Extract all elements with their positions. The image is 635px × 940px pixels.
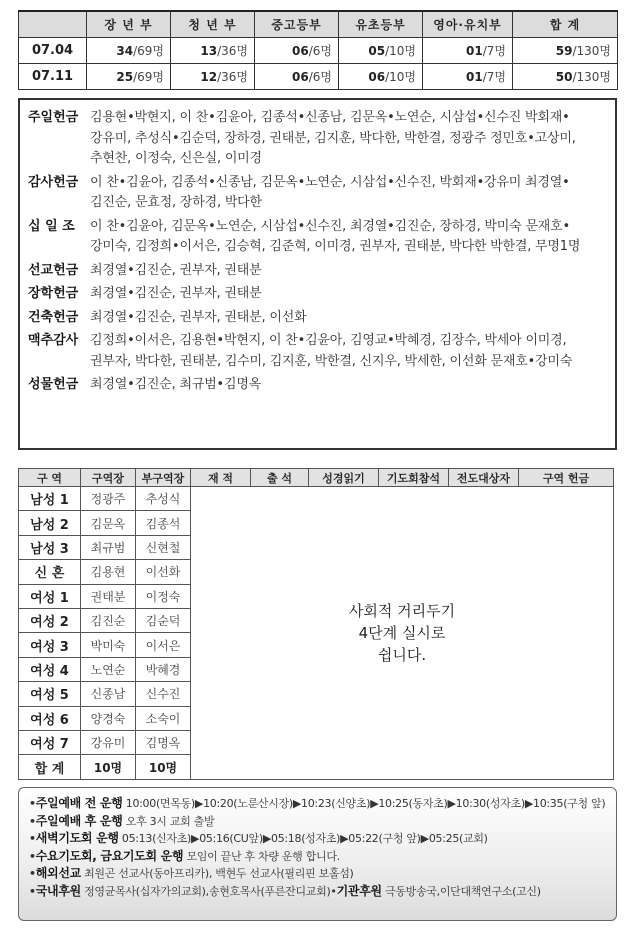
notice-key: 새벽기도회 운행 bbox=[35, 831, 119, 845]
offering-row bbox=[28, 284, 607, 305]
attendance-cell bbox=[171, 63, 255, 89]
attendance-roster: /36명 bbox=[217, 69, 248, 84]
attendance-count: 34 bbox=[116, 43, 134, 58]
notice-key: 해외선교 bbox=[35, 866, 81, 880]
district-zone: 남성 3 bbox=[19, 535, 81, 559]
attendance-roster: /130명 bbox=[572, 43, 611, 58]
notice-key: 수요기도회, 금요기도회 운행 bbox=[35, 848, 184, 863]
notice-text: 최원곤 선교사(동아프리카), 백현두 선교사(필리핀 보홀섬) bbox=[80, 867, 354, 880]
attendance-count: 06 bbox=[368, 69, 386, 84]
district-zone: 여성 5 bbox=[19, 682, 81, 706]
offerings-box bbox=[18, 98, 617, 450]
offering-row bbox=[28, 375, 607, 396]
attendance-count: 13 bbox=[200, 43, 218, 58]
attendance-cell bbox=[339, 37, 423, 63]
attendance-roster: /7명 bbox=[482, 43, 506, 58]
district-subleader: 김순덕 bbox=[136, 609, 191, 633]
attendance-cell bbox=[255, 63, 339, 89]
notice-line: •주일예배 후 운행 오후 3시 교회 출발 bbox=[29, 813, 215, 828]
district-header-row bbox=[19, 469, 614, 487]
district-leader: 신종남 bbox=[81, 682, 136, 706]
district-header-leader: 구역장 bbox=[81, 469, 136, 487]
attendance-cell bbox=[87, 63, 171, 89]
offering-names: 김정희•이서은, 김용현•박현지, 이 찬•김윤아, 김영교•박혜경, 김장수, 박세아 이미경, 권부자, 박다한, 권태분, 김수미, 김지훈, 박한결, 신지우, 박세한, 이선화 문재호•강미숙 bbox=[90, 333, 573, 369]
attendance-cell bbox=[87, 37, 171, 63]
district-zone: 여성 2 bbox=[19, 609, 81, 633]
attendance-table bbox=[18, 10, 618, 90]
district-header-zone: 구 역 bbox=[19, 469, 81, 487]
attendance-header-total: 합 계 bbox=[513, 11, 618, 37]
district-leader: 권태분 bbox=[81, 584, 136, 608]
offering-row bbox=[28, 108, 607, 170]
attendance-cell bbox=[513, 63, 618, 89]
notice-line: •주일예배 전 운행 10:00(면목동)▶10:20(노룬산시장)▶10:23(신양초)▶10:25(동자초)▶10:30(성자초)▶10:35(구청 앞) bbox=[29, 796, 606, 810]
district-leader: 김진순 bbox=[81, 609, 136, 633]
district-total-label: 합 계 bbox=[19, 755, 81, 780]
offering-names: 이 찬•김윤아, 김종석•신종남, 김문옥•노연순, 시삼섭•신수진, 박회재•강유미 최경열•김진순, 문효정, 장하경, 박다한 bbox=[90, 174, 570, 210]
district-subleader: 신현철 bbox=[136, 535, 191, 559]
offering-label: 주일헌금 bbox=[28, 110, 79, 125]
district-table bbox=[18, 468, 614, 780]
district-subleader: 추성식 bbox=[136, 487, 191, 511]
notice-text: 10:00(면목동)▶10:20(노룬산시장)▶10:23(신양초)▶10:25(동자초)▶10:30(성자초)▶10:35(구청 앞) bbox=[122, 797, 606, 810]
offering-row bbox=[28, 308, 607, 329]
district-leader: 김문옥 bbox=[81, 511, 136, 535]
district-leader: 노연순 bbox=[81, 657, 136, 681]
offering-names: 최경열•김진순, 권부자, 권태분 bbox=[90, 262, 262, 278]
district-total-subleaders: 10명 bbox=[136, 755, 191, 780]
notice-key: 주일예배 후 운행 bbox=[35, 813, 123, 828]
district-header-prayer: 기도회참석 bbox=[379, 469, 449, 487]
district-subleader: 이선화 bbox=[136, 560, 191, 584]
district-subleader: 신수진 bbox=[136, 682, 191, 706]
suspension-message-line: 쉽니다. bbox=[377, 646, 427, 664]
attendance-header-children: 유초등부 bbox=[339, 11, 423, 37]
attendance-header-teens: 중고등부 bbox=[255, 11, 339, 37]
attendance-cell bbox=[339, 63, 423, 89]
attendance-cell bbox=[513, 37, 618, 63]
district-row bbox=[19, 487, 614, 511]
district-leader: 김용현 bbox=[81, 560, 136, 584]
district-leader: 양경숙 bbox=[81, 706, 136, 730]
district-subleader: 이정숙 bbox=[136, 584, 191, 608]
suspension-message-line: 4단계 실시로 bbox=[358, 624, 446, 642]
district-subleader: 이서은 bbox=[136, 633, 191, 657]
attendance-roster: /6명 bbox=[308, 69, 332, 84]
district-header-evangelism: 전도대상자 bbox=[449, 469, 519, 487]
notice-line: •수요기도회, 금요기도회 운행 모임이 끝난 후 차량 운행 합니다. bbox=[29, 848, 340, 863]
notice-text: 오후 3시 교회 출발 bbox=[122, 814, 215, 828]
notice-line: •국내후원 정영균목사(십자가의교회),송현호목사(푸른잔디교회)•기관후원 극동방송국,이단대책연구소(고신) bbox=[29, 883, 541, 898]
attendance-header-blank bbox=[19, 11, 87, 37]
attendance-date: 07.04 bbox=[19, 37, 87, 63]
offering-label: 맥추감사 bbox=[28, 333, 79, 348]
offering-label: 성물헌금 bbox=[28, 377, 79, 392]
notice-line: •새벽기도회 운행 05:13(신자초)▶05:16(CU앞)▶05:18(성자초)▶05:22(구청 앞)▶05:25(교회) bbox=[29, 831, 488, 845]
attendance-count: 12 bbox=[200, 69, 218, 84]
attendance-header-row bbox=[19, 11, 618, 37]
district-zone: 여성 6 bbox=[19, 706, 81, 730]
notice-text: 05:13(신자초)▶05:16(CU앞)▶05:18(성자초)▶05:22(구청 앞)▶05:25(교회) bbox=[118, 832, 488, 845]
attendance-row bbox=[19, 37, 618, 63]
offering-label: 십 일 조 bbox=[28, 218, 75, 234]
district-zone: 여성 4 bbox=[19, 657, 81, 681]
suspension-message-line: 사회적 거리두기 bbox=[348, 602, 456, 620]
offering-label: 선교헌금 bbox=[28, 262, 79, 278]
attendance-cell bbox=[423, 37, 513, 63]
offering-names: 이 찬•김윤아, 김문옥•노연순, 시삼섭•신수진, 최경열•김진순, 장하경, 박미숙 문재호•강미숙, 김정희•이서은, 김승혁, 김준혁, 이미경, 권부자, 권태분, 박다한 박한결, 무명1명 bbox=[90, 218, 581, 254]
district-leader: 강유미 bbox=[81, 731, 136, 755]
attendance-roster: /10명 bbox=[385, 43, 416, 58]
attendance-header-youth: 청 년 부 bbox=[171, 11, 255, 37]
notice-key: 주일예배 전 운행 bbox=[35, 796, 123, 810]
district-leader: 최규범 bbox=[81, 535, 136, 559]
notices-box bbox=[18, 787, 617, 921]
district-subleader: 박혜경 bbox=[136, 657, 191, 681]
district-zone: 남성 1 bbox=[19, 487, 81, 511]
notice-line: •해외선교 최원곤 선교사(동아프리카), 백현두 선교사(필리핀 보홀섬) bbox=[29, 866, 354, 880]
attendance-roster: /36명 bbox=[217, 43, 248, 58]
attendance-count: 05 bbox=[368, 43, 386, 58]
attendance-count: 01 bbox=[466, 43, 483, 58]
attendance-date: 07.11 bbox=[19, 63, 87, 89]
offering-names: 최경열•김진순, 최규범•김명옥 bbox=[90, 377, 262, 392]
notice-text: 정영균목사(십자가의교회),송현호목사(푸른잔디교회)• bbox=[80, 884, 337, 898]
attendance-cell bbox=[171, 37, 255, 63]
district-subleader: 소숙이 bbox=[136, 706, 191, 730]
attendance-roster: /69명 bbox=[133, 43, 164, 58]
offering-label: 감사헌금 bbox=[28, 174, 79, 190]
notice-text: 극동방송국,이단대책연구소(고신) bbox=[381, 884, 541, 898]
district-zone: 남성 2 bbox=[19, 511, 81, 535]
offering-row bbox=[28, 173, 607, 214]
district-header-attendance: 출 석 bbox=[251, 469, 309, 487]
offering-row bbox=[28, 331, 607, 372]
notice-key: 국내후원 bbox=[35, 883, 81, 898]
attendance-roster: /69명 bbox=[133, 69, 164, 84]
attendance-roster: /7명 bbox=[482, 69, 506, 84]
district-leader: 박미숙 bbox=[81, 633, 136, 657]
attendance-header-kinder: 영아·유치부 bbox=[423, 11, 513, 37]
district-zone: 여성 7 bbox=[19, 731, 81, 755]
offering-row bbox=[28, 261, 607, 282]
offering-label: 장학헌금 bbox=[28, 286, 79, 301]
attendance-count: 59 bbox=[555, 43, 573, 58]
attendance-cell bbox=[255, 37, 339, 63]
attendance-count: 06 bbox=[292, 43, 309, 58]
district-header-subleader: 부구역장 bbox=[136, 469, 191, 487]
offering-row bbox=[28, 217, 607, 258]
attendance-count: 25 bbox=[116, 69, 134, 84]
district-subleader: 김명옥 bbox=[136, 731, 191, 755]
district-subleader: 김종석 bbox=[136, 511, 191, 535]
district-header-registered: 재 적 bbox=[191, 469, 251, 487]
notice-text: 모임이 끝난 후 차량 운행 합니다. bbox=[183, 849, 340, 863]
district-zone: 여성 3 bbox=[19, 633, 81, 657]
attendance-count: 01 bbox=[466, 69, 483, 84]
offering-names: 김용현•박현지, 이 찬•김윤아, 김종석•신종남, 김문옥•노연순, 시삼섭•신수진 박회재•강유미, 추성식•김순덕, 장하경, 권태분, 김지훈, 박다한, 박한결, 정광주 정민호•고상미, 추현찬, 이정숙, 신은실, 이미경 bbox=[90, 110, 576, 166]
attendance-roster: /6명 bbox=[308, 43, 332, 58]
attendance-roster: /130명 bbox=[572, 69, 611, 84]
attendance-count: 50 bbox=[555, 69, 573, 84]
district-header-bible-reading: 성경읽기 bbox=[309, 469, 379, 487]
offering-label: 건축헌금 bbox=[28, 309, 79, 325]
district-header-offering: 구역 헌금 bbox=[519, 469, 614, 487]
attendance-cell bbox=[423, 63, 513, 89]
district-leader: 정광주 bbox=[81, 487, 136, 511]
offering-names: 최경열•김진순, 권부자, 권태분 bbox=[90, 286, 262, 301]
attendance-roster: /10명 bbox=[385, 69, 416, 84]
attendance-row bbox=[19, 63, 618, 89]
district-zone: 신 혼 bbox=[19, 560, 81, 584]
suspension-message bbox=[191, 487, 614, 780]
attendance-count: 06 bbox=[292, 69, 309, 84]
offering-names: 최경열•김진순, 권부자, 권태분, 이선화 bbox=[90, 309, 307, 325]
notice-key: 기관후원 bbox=[336, 883, 382, 898]
district-total-leaders: 10명 bbox=[81, 755, 136, 780]
attendance-header-adult: 장 년 부 bbox=[87, 11, 171, 37]
district-zone: 여성 1 bbox=[19, 584, 81, 608]
